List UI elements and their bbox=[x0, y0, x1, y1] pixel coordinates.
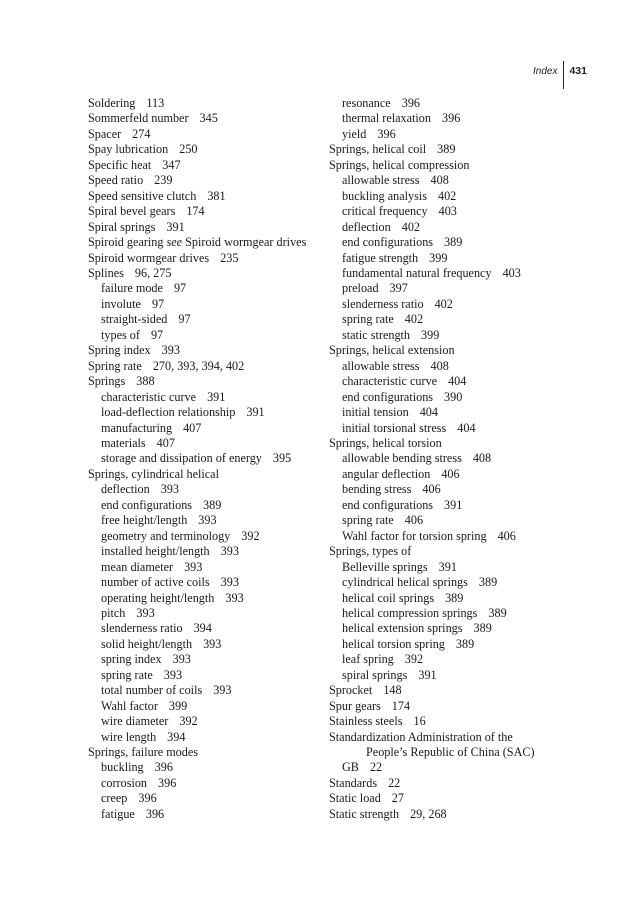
index-page-numbers: 399 bbox=[421, 327, 440, 342]
index-subentry bbox=[329, 513, 569, 528]
index-entry bbox=[329, 142, 569, 157]
index-page-numbers: 406 bbox=[441, 466, 460, 481]
index-term: Wahl factor for torsion spring bbox=[342, 528, 487, 543]
index-term: characteristic curve bbox=[101, 389, 197, 404]
index-subentry bbox=[88, 760, 328, 775]
index-subentry bbox=[88, 606, 328, 621]
index-entry bbox=[88, 266, 328, 281]
index-term: allowable stress bbox=[342, 358, 420, 373]
index-subentry bbox=[88, 683, 328, 698]
index-page-numbers: 22 bbox=[369, 760, 383, 775]
index-page-numbers: 406 bbox=[422, 482, 441, 497]
index-page-numbers: 406 bbox=[497, 528, 516, 543]
index-entry bbox=[88, 142, 328, 157]
index-term: slenderness ratio bbox=[342, 296, 424, 311]
index-page-numbers: 97 bbox=[178, 312, 191, 327]
index-subentry bbox=[329, 498, 569, 513]
index-entry bbox=[329, 544, 569, 559]
index-page-numbers: 391 bbox=[438, 559, 457, 574]
index-term: Spay lubrication bbox=[88, 142, 169, 157]
index-page-numbers: 391 bbox=[418, 667, 437, 682]
see-reference-label: see bbox=[166, 235, 183, 250]
index-page-numbers: 389 bbox=[444, 235, 463, 250]
index-subentry bbox=[329, 111, 569, 126]
index-page-numbers: 97 bbox=[173, 281, 187, 296]
index-subentry bbox=[88, 621, 328, 636]
index-page-numbers: 393 bbox=[198, 513, 217, 528]
index-subentry bbox=[329, 173, 569, 188]
index-page-numbers: 391 bbox=[166, 219, 185, 234]
index-term: Speed ratio bbox=[88, 173, 144, 188]
index-term: Standardization Administration of the bbox=[329, 729, 513, 744]
index-page-numbers: 403 bbox=[438, 204, 457, 219]
index-page-numbers: 29, 268 bbox=[410, 806, 447, 821]
index-page-numbers: 393 bbox=[213, 683, 232, 698]
index-subentry bbox=[88, 791, 328, 806]
index-term: wire diameter bbox=[101, 714, 169, 729]
index-entry bbox=[329, 158, 569, 173]
index-page-numbers: 392 bbox=[241, 528, 260, 543]
index-page-numbers: 391 bbox=[207, 389, 226, 404]
index-term: preload bbox=[342, 281, 379, 296]
index-subentry bbox=[88, 560, 328, 575]
index-subentry bbox=[329, 421, 569, 436]
index-term: resonance bbox=[342, 96, 391, 110]
index-term: Sommerfeld number bbox=[88, 111, 189, 126]
index-entry bbox=[88, 235, 328, 250]
index-subentry bbox=[88, 652, 328, 667]
index-subentry bbox=[88, 297, 328, 312]
index-entry bbox=[88, 189, 328, 204]
index-page-numbers: 394 bbox=[193, 621, 212, 636]
index-subentry bbox=[88, 498, 328, 513]
index-term: Stainless steels bbox=[329, 714, 403, 729]
index-subentry bbox=[88, 482, 328, 497]
index-entry bbox=[329, 776, 569, 791]
index-page-numbers: 393 bbox=[220, 544, 239, 559]
index-page-numbers: 402 bbox=[434, 296, 453, 311]
index-term: People’s Republic of China (SAC) bbox=[366, 745, 535, 760]
index-entry bbox=[329, 714, 569, 729]
index-column-left bbox=[88, 96, 328, 822]
section-title: Index bbox=[533, 65, 558, 77]
index-subentry bbox=[329, 529, 569, 544]
index-entry bbox=[88, 343, 328, 358]
index-term: Splines bbox=[88, 265, 124, 280]
index-page-numbers: 396 bbox=[154, 760, 173, 775]
index-subentry bbox=[88, 699, 328, 714]
index-term: materials bbox=[101, 435, 146, 450]
index-page-numbers: 250 bbox=[179, 142, 198, 157]
index-term: end configurations bbox=[101, 497, 193, 512]
index-term: thermal relaxation bbox=[342, 111, 431, 126]
index-page-numbers: 345 bbox=[199, 111, 218, 126]
index-subentry bbox=[88, 451, 328, 466]
index-term: fatigue bbox=[101, 806, 135, 821]
index-term: yield bbox=[342, 126, 367, 141]
index-page-numbers: 347 bbox=[162, 157, 181, 172]
index-page-numbers: 113 bbox=[146, 96, 165, 110]
index-subentry bbox=[329, 621, 569, 636]
index-entry bbox=[329, 436, 569, 451]
index-subentry bbox=[329, 281, 569, 296]
index-entry bbox=[88, 96, 328, 111]
index-subentry bbox=[329, 405, 569, 420]
index-subentry bbox=[329, 312, 569, 327]
index-page-numbers: 397 bbox=[389, 281, 408, 296]
index-page-numbers: 407 bbox=[156, 435, 175, 450]
index-page-numbers: 402 bbox=[437, 188, 457, 203]
index-entry bbox=[88, 745, 328, 760]
index-term: storage and dissipation of energy bbox=[101, 451, 262, 466]
index-subentry bbox=[329, 606, 569, 621]
index-page-numbers: 389 bbox=[473, 621, 492, 636]
index-page-numbers: 393 bbox=[161, 343, 180, 358]
index-subentry bbox=[88, 513, 328, 528]
index-entry bbox=[88, 111, 328, 126]
index-page-numbers: 97 bbox=[151, 296, 165, 311]
index-subentry bbox=[88, 807, 328, 822]
index-page-numbers: 396 bbox=[138, 791, 157, 806]
see-reference-target: Spiroid wormgear drives bbox=[185, 235, 307, 250]
index-subentry bbox=[329, 637, 569, 652]
index-page-numbers: 396 bbox=[442, 111, 461, 126]
index-subentry bbox=[88, 390, 328, 405]
index-term: spiral springs bbox=[342, 667, 408, 682]
index-subentry bbox=[329, 652, 569, 667]
index-page-numbers: 407 bbox=[183, 420, 202, 435]
index-page-numbers: 96, 275 bbox=[134, 265, 172, 280]
index-term: creep bbox=[101, 791, 128, 806]
index-subentry bbox=[329, 591, 569, 606]
index-page-numbers: 389 bbox=[478, 575, 498, 590]
index-term: buckling analysis bbox=[342, 188, 427, 203]
index-term: Spring rate bbox=[88, 358, 142, 373]
index-page-numbers: 27 bbox=[391, 791, 404, 806]
index-entry bbox=[329, 683, 569, 698]
index-term: corrosion bbox=[101, 775, 148, 790]
index-page-numbers: 393 bbox=[172, 652, 191, 667]
index-subentry bbox=[88, 421, 328, 436]
index-page-numbers: 394 bbox=[167, 729, 186, 744]
index-term: solid height/length bbox=[101, 636, 193, 651]
index-subentry bbox=[329, 251, 569, 266]
index-page-numbers: 403 bbox=[502, 265, 521, 280]
index-page-numbers: 389 bbox=[437, 142, 456, 157]
index-page-numbers: 393 bbox=[220, 575, 239, 590]
index-term: straight-sided bbox=[101, 312, 168, 327]
index-subentry bbox=[88, 575, 328, 590]
index-subentry bbox=[329, 575, 569, 590]
index-page-numbers: 404 bbox=[419, 405, 438, 420]
index-term: manufacturing bbox=[101, 420, 173, 435]
index-subentry bbox=[88, 436, 328, 451]
index-term: GB bbox=[342, 760, 359, 775]
index-page-numbers: 390 bbox=[444, 389, 463, 404]
index-page-numbers: 235 bbox=[220, 250, 239, 265]
index-term: Static strength bbox=[329, 806, 400, 821]
index-page-numbers: 389 bbox=[445, 590, 464, 605]
index-term: Spiral bevel gears bbox=[88, 204, 176, 219]
index-term: involute bbox=[101, 296, 141, 311]
index-subentry bbox=[88, 328, 328, 343]
index-entry bbox=[88, 467, 328, 482]
index-page-numbers: 392 bbox=[179, 714, 198, 729]
index-term: spring rate bbox=[101, 667, 153, 682]
index-term: end configurations bbox=[342, 389, 434, 404]
index-term: operating height/length bbox=[101, 590, 215, 605]
index-subentry bbox=[88, 668, 328, 683]
index-page-numbers: 393 bbox=[136, 605, 155, 620]
index-page-numbers: 399 bbox=[429, 250, 448, 265]
index-page-numbers: 391 bbox=[246, 405, 265, 420]
index-page-numbers: 393 bbox=[203, 636, 222, 651]
index-page-numbers: 389 bbox=[455, 636, 475, 651]
index-term: allowable stress bbox=[342, 173, 420, 188]
index-term: Speed sensitive clutch bbox=[88, 188, 197, 203]
index-term: critical frequency bbox=[342, 204, 428, 219]
index-term: spring index bbox=[101, 652, 162, 667]
running-header bbox=[533, 61, 587, 89]
index-term: Spring index bbox=[88, 343, 151, 358]
index-term: characteristic curve bbox=[342, 374, 438, 389]
index-term: deflection bbox=[342, 219, 391, 234]
index-term: wire length bbox=[101, 729, 157, 744]
index-subentry bbox=[329, 220, 569, 235]
index-term: cylindrical helical springs bbox=[342, 575, 468, 590]
index-term: bending stress bbox=[342, 482, 412, 497]
index-page-numbers: 396 bbox=[145, 806, 165, 821]
index-subentry bbox=[329, 297, 569, 312]
index-term: Springs bbox=[88, 374, 126, 389]
index-page-numbers: 408 bbox=[472, 451, 492, 466]
index-term: fundamental natural frequency bbox=[342, 265, 492, 280]
index-term: Springs, helical extension bbox=[329, 343, 455, 358]
index-subentry bbox=[88, 281, 328, 296]
index-subentry bbox=[88, 312, 328, 327]
index-subentry bbox=[88, 714, 328, 729]
index-term: leaf spring bbox=[342, 652, 394, 667]
index-term: mean diameter bbox=[101, 559, 174, 574]
index-page-numbers: 396 bbox=[401, 96, 421, 110]
index-term: Spiroid wormgear drives bbox=[88, 250, 210, 265]
index-term: initial tension bbox=[342, 405, 409, 420]
index-page-numbers: 402 bbox=[404, 312, 424, 327]
index-term: Wahl factor bbox=[101, 698, 158, 713]
index-term: Springs, failure modes bbox=[88, 745, 199, 760]
header-divider bbox=[563, 61, 564, 89]
index-page-numbers: 270, 393, 394, 402 bbox=[152, 358, 245, 373]
index-page-numbers: 408 bbox=[430, 173, 449, 188]
index-page-numbers: 392 bbox=[404, 652, 424, 667]
index-term: Springs, cylindrical helical bbox=[88, 466, 219, 481]
index-subentry bbox=[329, 359, 569, 374]
index-term: helical torsion spring bbox=[342, 636, 445, 651]
index-page-numbers: 404 bbox=[448, 374, 467, 389]
index-term: helical compression springs bbox=[342, 605, 478, 620]
index-entry bbox=[88, 127, 328, 142]
index-page-numbers: 381 bbox=[207, 188, 226, 203]
index-subentry bbox=[88, 405, 328, 420]
index-entry bbox=[88, 251, 328, 266]
index-entry bbox=[88, 158, 328, 173]
page-number: 431 bbox=[569, 65, 587, 77]
index-subentry bbox=[88, 730, 328, 745]
index-subentry bbox=[88, 529, 328, 544]
index-subentry bbox=[329, 451, 569, 466]
index-page-numbers: 399 bbox=[168, 698, 188, 713]
index-page-numbers: 389 bbox=[488, 605, 507, 620]
index-term: static strength bbox=[342, 327, 411, 342]
index-term: end configurations bbox=[342, 235, 434, 250]
index-term: allowable bending stress bbox=[342, 451, 462, 466]
index-term: Spur gears bbox=[329, 698, 381, 713]
index-page-numbers: 402 bbox=[401, 219, 421, 234]
index-term: types of bbox=[101, 327, 140, 342]
index-subentry bbox=[329, 127, 569, 142]
index-term: Standards bbox=[329, 775, 378, 790]
index-term: spring rate bbox=[342, 513, 394, 528]
index-page-numbers: 393 bbox=[160, 482, 180, 497]
index-term: Springs, helical coil bbox=[329, 142, 427, 157]
index-entry bbox=[88, 374, 328, 389]
index-subentry bbox=[329, 390, 569, 405]
index-term: geometry and terminology bbox=[101, 528, 231, 543]
index-subentry bbox=[329, 745, 569, 760]
index-page-numbers: 393 bbox=[225, 590, 244, 605]
index-term: total number of coils bbox=[101, 683, 203, 698]
index-term: angular deflection bbox=[342, 466, 431, 481]
index-term: deflection bbox=[101, 482, 150, 497]
index-term: fatigue strength bbox=[342, 250, 419, 265]
index-page-numbers: 97 bbox=[150, 327, 164, 342]
index-term: buckling bbox=[101, 760, 144, 775]
index-page-numbers: 16 bbox=[413, 714, 426, 729]
index-term: number of active coils bbox=[101, 575, 210, 590]
index-subentry bbox=[329, 96, 569, 111]
index-page-numbers: 388 bbox=[136, 374, 155, 389]
index-subentry bbox=[329, 374, 569, 389]
index-entry bbox=[329, 699, 569, 714]
index-term: slenderness ratio bbox=[101, 621, 183, 636]
index-subentry bbox=[88, 591, 328, 606]
index-page-numbers: 404 bbox=[457, 420, 476, 435]
index-entry bbox=[329, 791, 569, 806]
index-term: pitch bbox=[101, 605, 126, 620]
index-page-numbers: 22 bbox=[388, 775, 401, 790]
index-page-numbers: 393 bbox=[184, 559, 203, 574]
index-term: Springs, helical torsion bbox=[329, 435, 442, 450]
index-column-right bbox=[329, 96, 569, 822]
index-subentry bbox=[329, 760, 569, 775]
index-page-numbers: 174 bbox=[391, 698, 411, 713]
index-subentry bbox=[329, 560, 569, 575]
index-page-numbers: 148 bbox=[383, 683, 402, 698]
index-term: Static load bbox=[329, 791, 381, 806]
index-entry bbox=[88, 204, 328, 219]
index-subentry bbox=[329, 467, 569, 482]
index-subentry bbox=[329, 266, 569, 281]
index-term: Spacer bbox=[88, 126, 122, 141]
index-term: Springs, types of bbox=[329, 544, 412, 559]
index-page-numbers: 274 bbox=[132, 126, 151, 141]
index-term: Belleville springs bbox=[342, 559, 428, 574]
index-subentry bbox=[329, 204, 569, 219]
index-subentry bbox=[88, 544, 328, 559]
index-term: end configurations bbox=[342, 497, 434, 512]
index-term: free height/length bbox=[101, 513, 188, 528]
index-subentry bbox=[329, 482, 569, 497]
index-subentry bbox=[88, 637, 328, 652]
index-page-numbers: 406 bbox=[404, 513, 424, 528]
index-term: Spiral springs bbox=[88, 219, 156, 234]
index-page-numbers: 389 bbox=[203, 497, 222, 512]
index-term: installed height/length bbox=[101, 544, 210, 559]
index-entry bbox=[329, 807, 569, 822]
index-page-numbers: 396 bbox=[377, 126, 396, 141]
index-subentry bbox=[329, 668, 569, 683]
index-term: spring rate bbox=[342, 312, 394, 327]
index-subentry bbox=[329, 328, 569, 343]
index-term: Specific heat bbox=[88, 157, 152, 172]
index-page-numbers: 396 bbox=[158, 775, 177, 790]
index-page-numbers: 174 bbox=[186, 204, 205, 219]
index-term: failure mode bbox=[101, 281, 163, 296]
index-entry bbox=[329, 730, 569, 745]
index-term: Springs, helical compression bbox=[329, 157, 470, 172]
index-term: Sprocket bbox=[329, 683, 373, 698]
index-term: initial torsional stress bbox=[342, 420, 447, 435]
index-subentry bbox=[329, 235, 569, 250]
index-subentry bbox=[329, 189, 569, 204]
index-entry bbox=[88, 173, 328, 188]
index-page-numbers: 239 bbox=[154, 173, 173, 188]
index-page-numbers: 408 bbox=[430, 358, 449, 373]
index-entry bbox=[88, 220, 328, 235]
index-page-numbers: 391 bbox=[444, 497, 463, 512]
index-term: helical coil springs bbox=[342, 590, 435, 605]
index-term: Soldering bbox=[88, 96, 136, 110]
index-entry bbox=[88, 359, 328, 374]
index-page-numbers: 395 bbox=[272, 451, 292, 466]
index-term: load-deflection relationship bbox=[101, 405, 236, 420]
index-entry bbox=[329, 343, 569, 358]
index-term: helical extension springs bbox=[342, 621, 463, 636]
index-page-numbers: 393 bbox=[163, 667, 183, 682]
index-subentry bbox=[88, 776, 328, 791]
index-term: Spiroid gearing bbox=[88, 235, 164, 250]
